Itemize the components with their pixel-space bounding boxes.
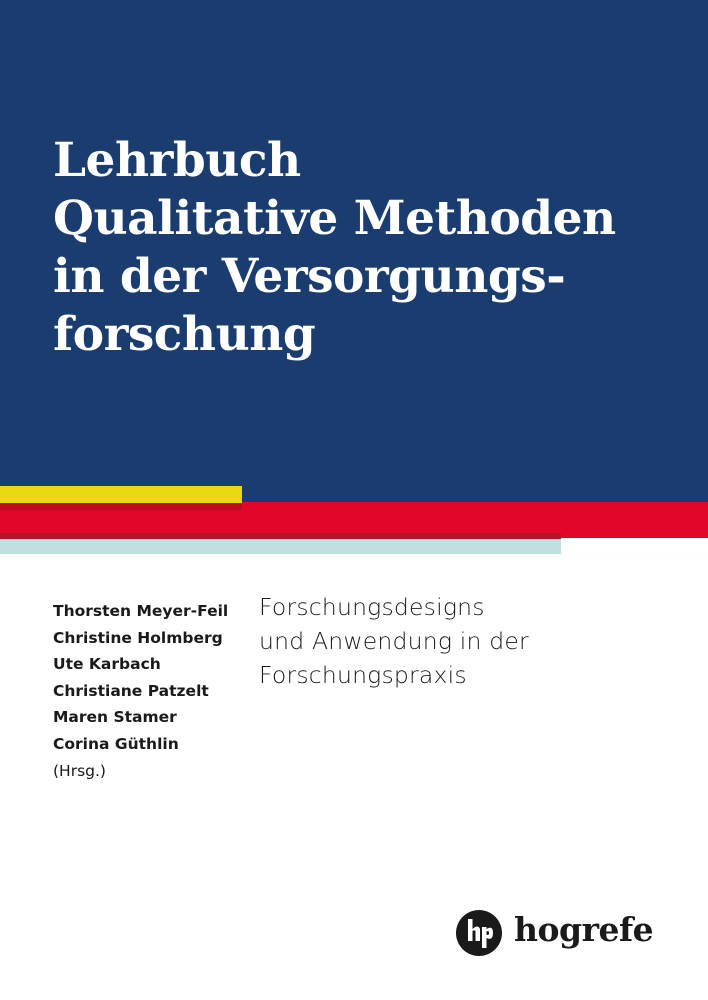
book-subtitle-line: Forschungspraxis [259,661,467,689]
book-subtitle-line: und Anwendung in der [259,627,529,655]
editor-name: Thorsten Meyer-Feil [53,602,229,620]
book-subtitle [259,590,529,692]
book-title-line: Lehrbuch [53,133,301,188]
editor-name: Ute Karbach [53,655,161,674]
book-subtitle-line: Forschungsdesigns [259,593,485,621]
book-title-line: forschung [53,307,316,362]
editor-name: Maren Stamer [53,708,177,727]
hp-logo-icon [456,910,502,956]
book-title [53,132,693,364]
publisher-name: hogrefe [514,910,654,949]
red-stripe-overlap [0,502,242,510]
editor-name: Christiane Patzelt [53,681,209,700]
book-title-line: Qualitative Methoden [53,191,616,246]
teal-stripe [0,538,561,554]
editor-role: (Hrsg.) [53,761,106,780]
dark-red-line [0,533,561,539]
editors-list [53,598,228,784]
editor-name: Corina Güthlin [53,734,179,753]
book-title-line: in der Versorgungs- [53,249,566,304]
yellow-stripe [0,486,242,503]
publisher-logo [456,908,653,958]
editor-name: Christine Holmberg [53,628,223,647]
